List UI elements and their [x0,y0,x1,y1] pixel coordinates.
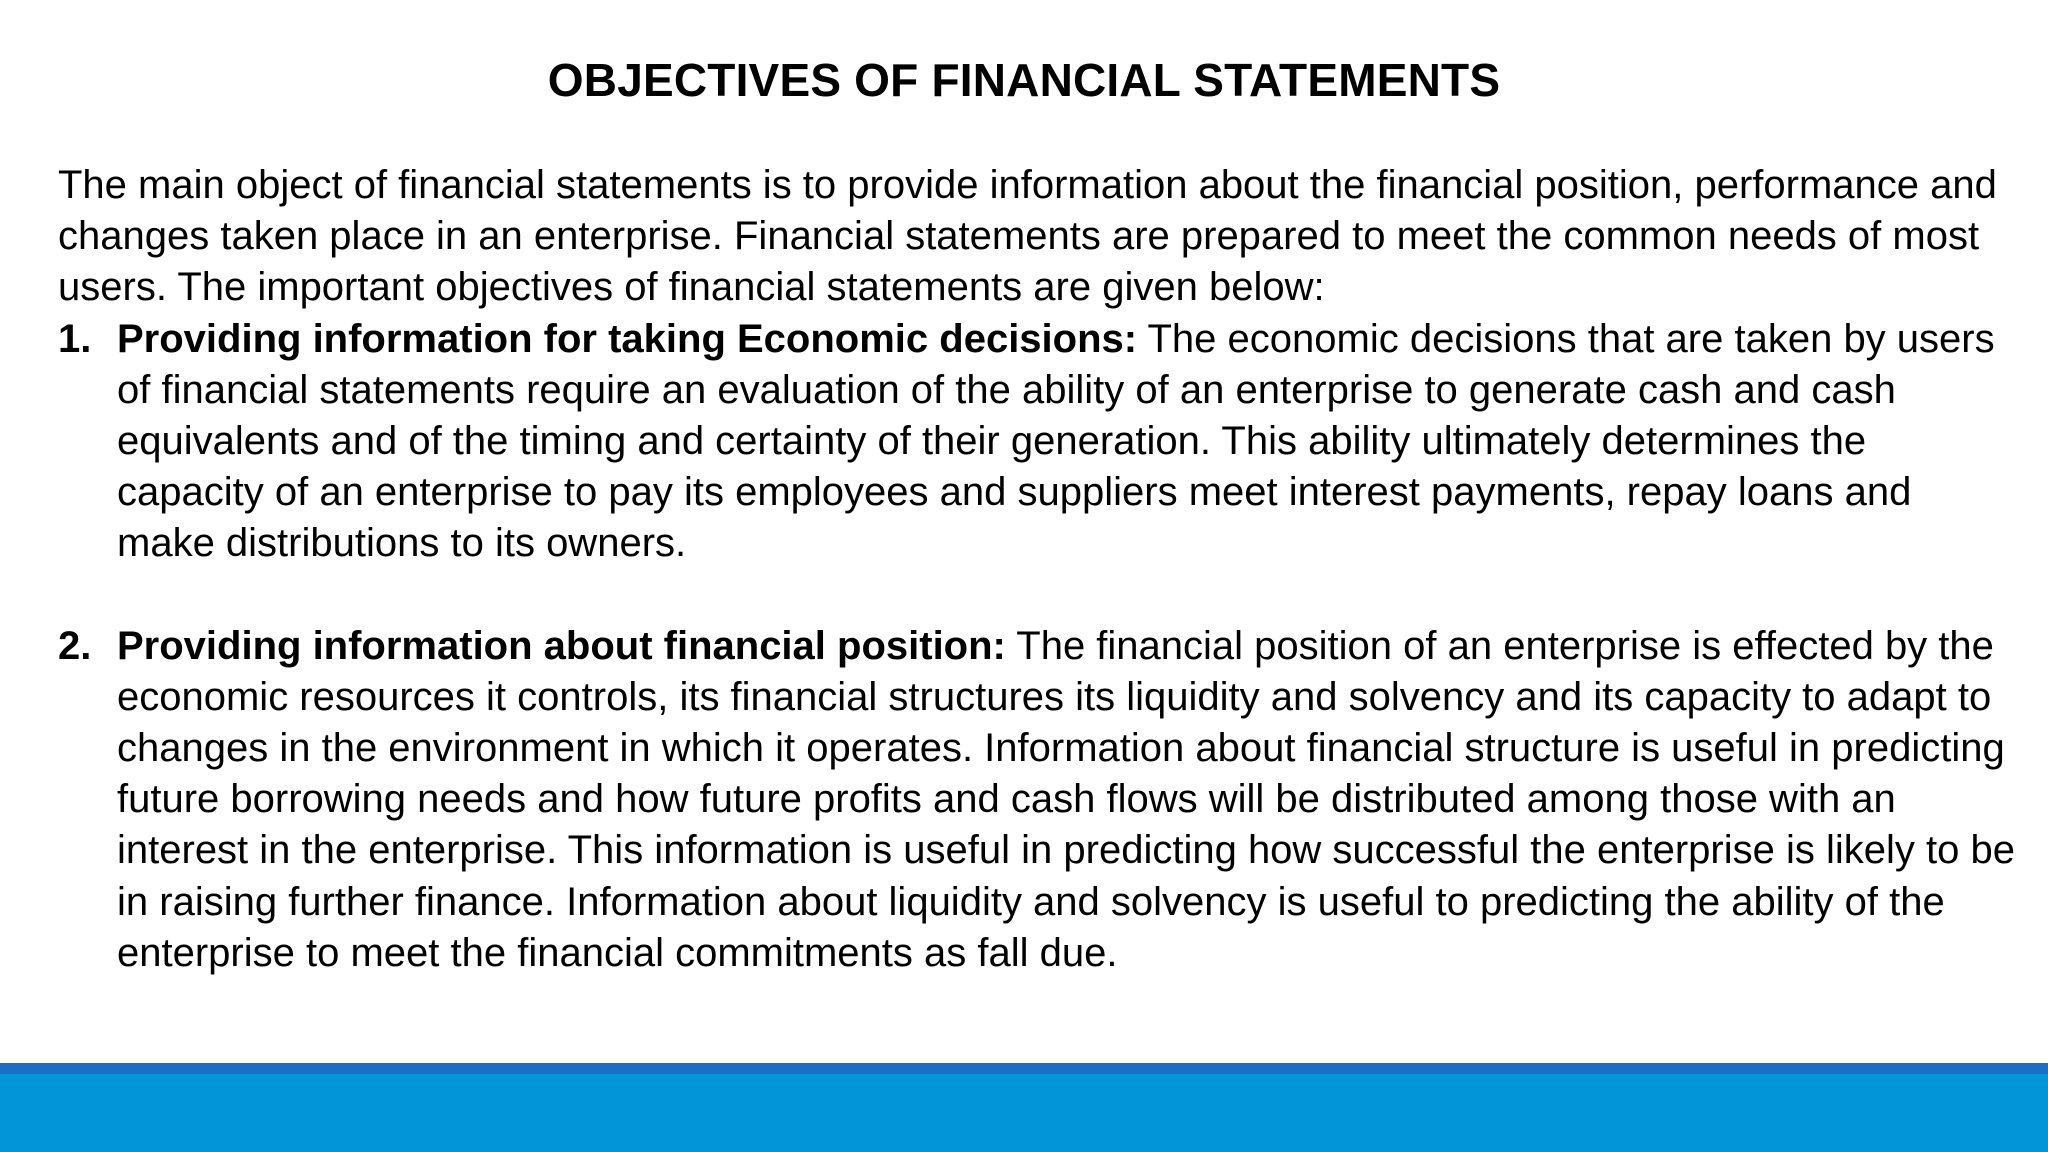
footer-stripe [0,1063,2048,1074]
list-item-text: The economic decisions that are taken by users of financial statements require an evaluation of the ability of an enterprise to generate cash and cash equivalents and of the timing and certainty of their generation. This ability ultimately determines the capacity of an enterprise to pay its employees and suppliers meet interest payments, repay loans and make distributions to its owners. [117,316,1995,566]
slide-title: OBJECTIVES OF FINANCIAL STATEMENTS [547,54,1501,106]
list-item-text: The financial position of an enterprise is effected by the economic resources it controls, its financial structures its liquidity and solvency and its capacity to adapt to changes in the environment in which it operates. Information about financial structure is useful in predicting future borrowing needs and how future profits and cash flows will be distributed among those with an interest in the enterprise. This information is useful in predicting how successful the enterprise is likely to be in raising further finance. Information about liquidity and solvency is useful to predicting the ability of the enterprise to meet the financial commitments as fall due. [117,623,2015,975]
list-item-number: 2. [58,623,92,668]
list-item-heading: Providing information about financial position: [117,623,1006,668]
list-item-economic-decisions [58,314,2018,570]
list-item-number: 1. [58,316,92,361]
footer-bar [0,1063,2048,1152]
list-item-heading: Providing information for taking Economic decisions: [117,316,1138,361]
intro-paragraph: The main object of financial statements is to provide information about the financial position, performance and changes taken place in an enterprise. Financial statements are prepared to meet the common needs of most users. The important objectives of financial statements are given below: [58,163,1997,310]
list-item-financial-position [58,621,2018,979]
slide-content [58,160,2018,979]
